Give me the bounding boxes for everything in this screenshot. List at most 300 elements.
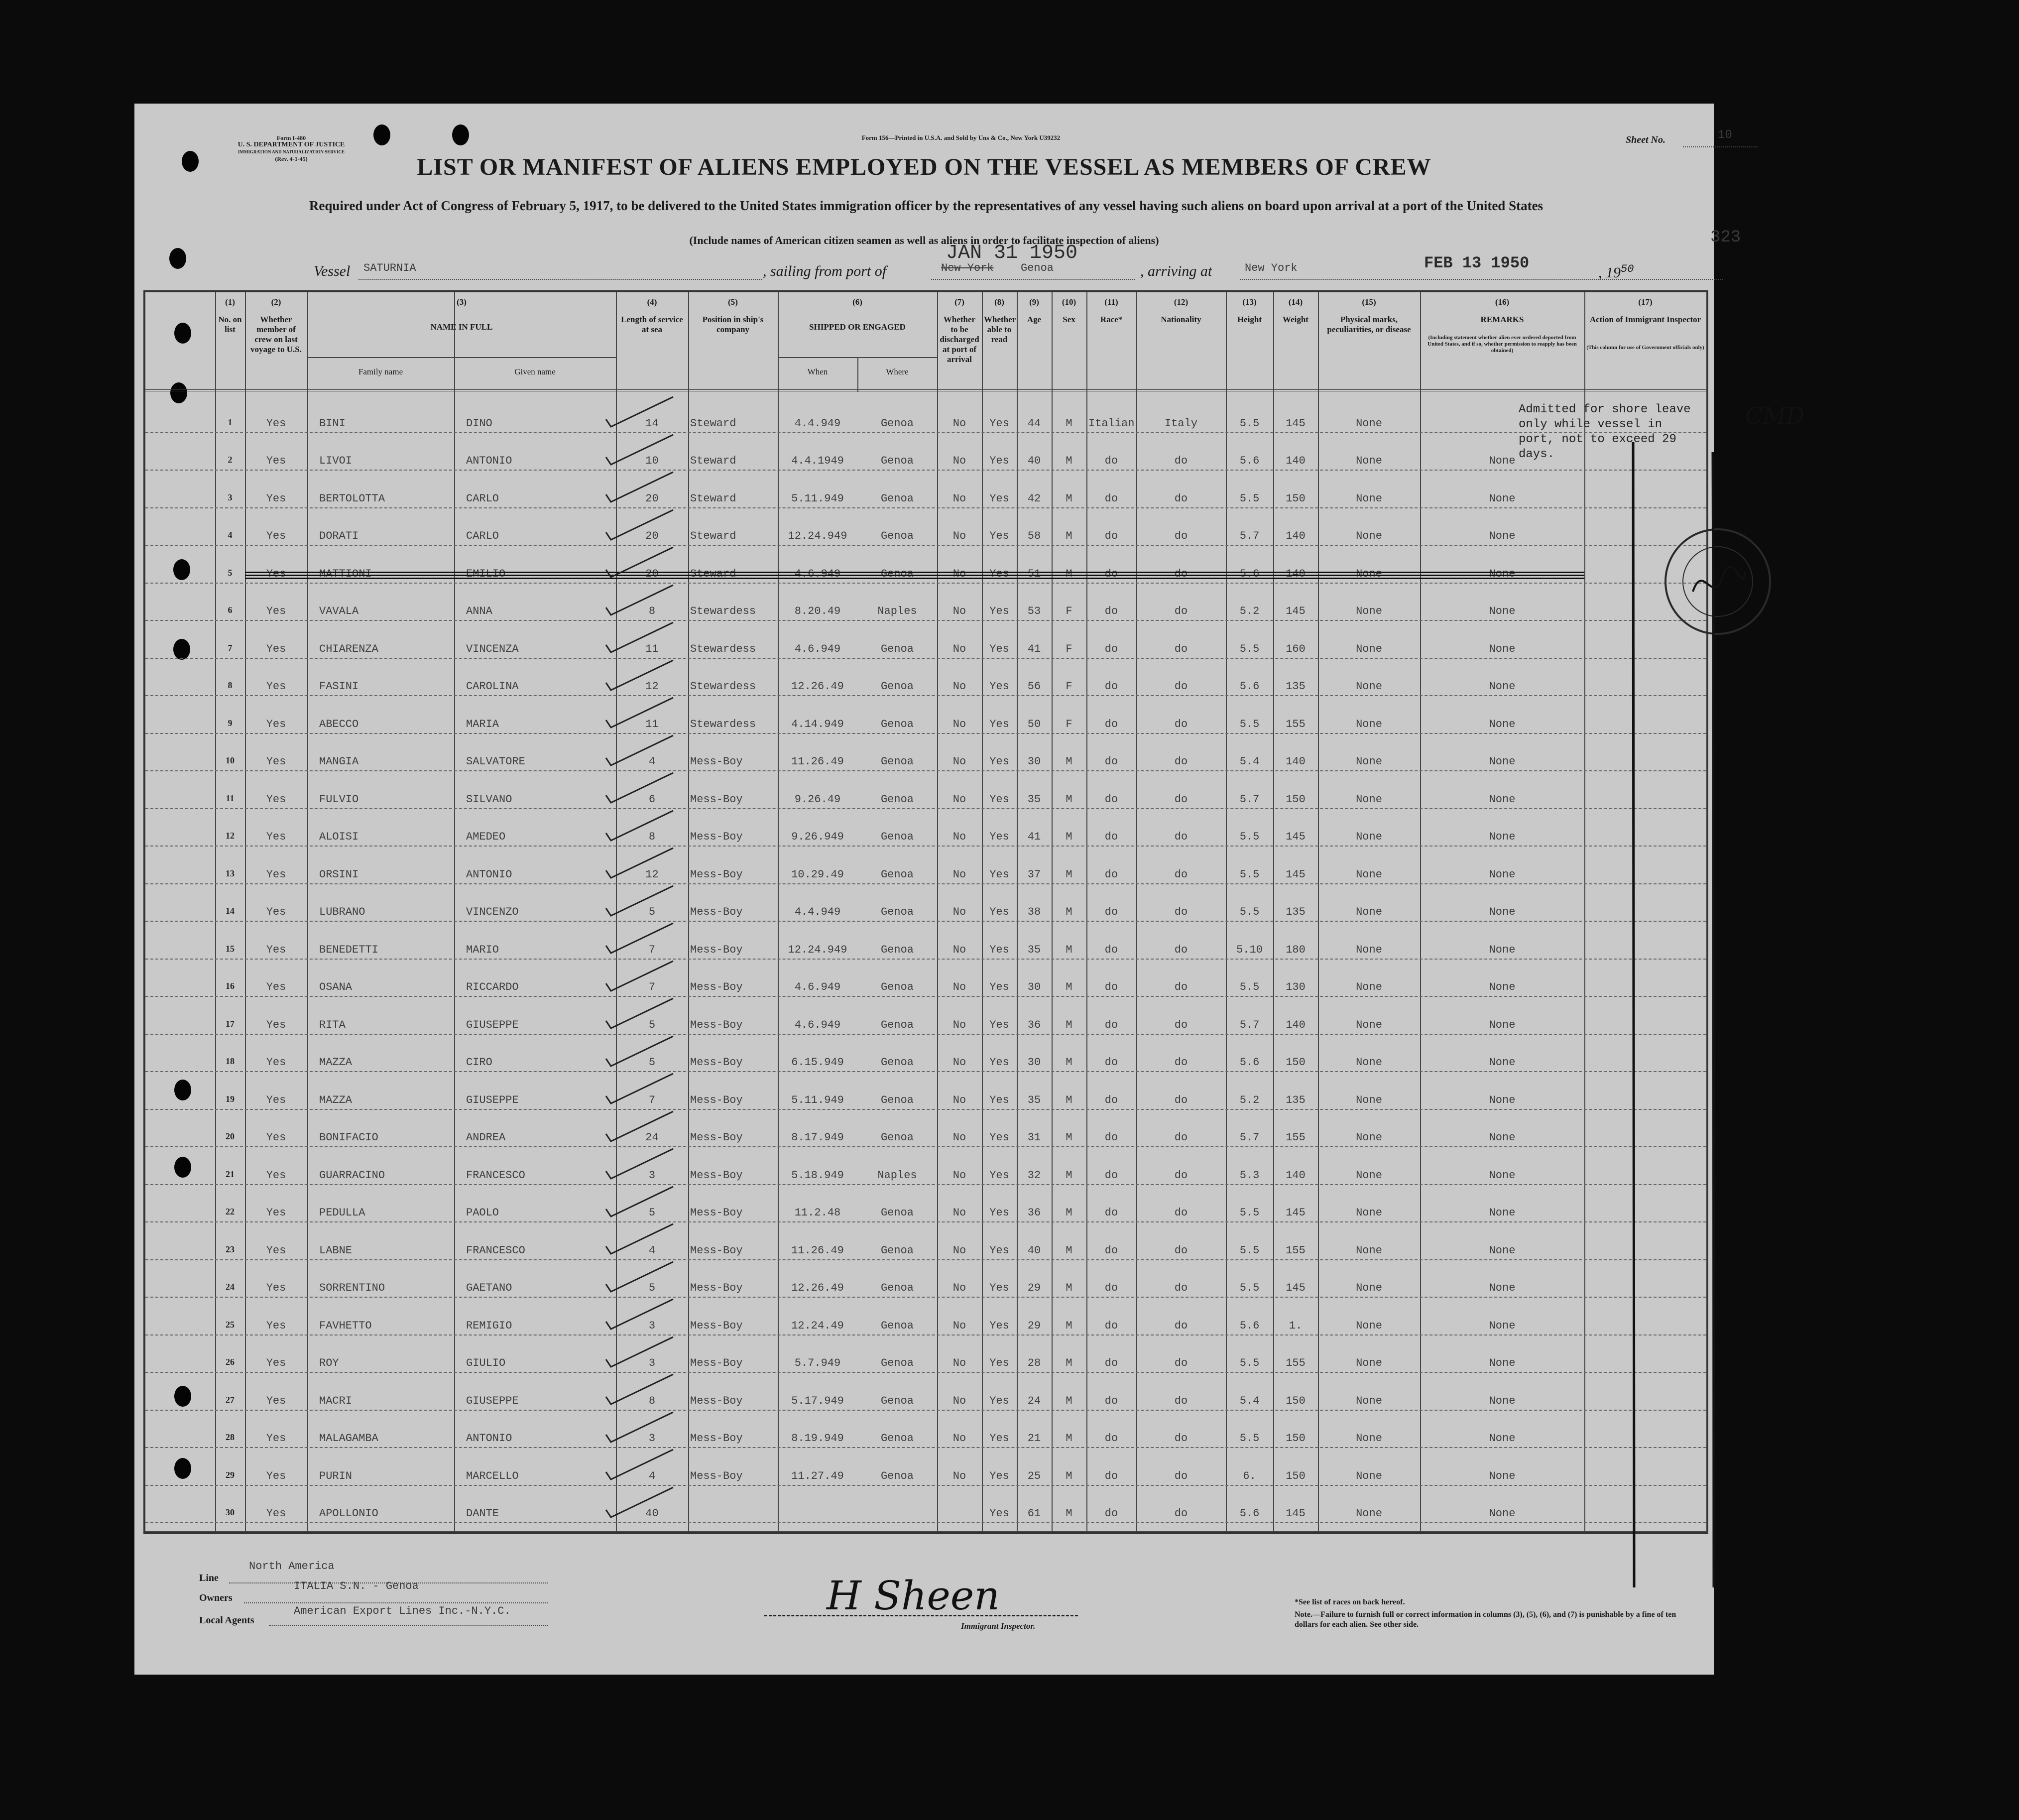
cell-position: Steward xyxy=(690,417,736,430)
cell-prev: Yes xyxy=(266,1169,286,1182)
cell-n: 17 xyxy=(226,1018,235,1029)
cell-sex: M xyxy=(1066,417,1072,430)
cell-position: Steward xyxy=(690,567,736,580)
cell-n: 2 xyxy=(228,455,233,465)
cell-disch: No xyxy=(952,981,966,993)
cell-read: Yes xyxy=(989,1093,1009,1106)
check-mark-icon xyxy=(603,1219,678,1259)
cell-nat: do xyxy=(1174,1244,1188,1257)
cell-weight: 140 xyxy=(1286,530,1306,542)
agents-label: Local Agents xyxy=(199,1615,254,1626)
cell-family: SORRENTINO xyxy=(319,1282,385,1294)
cell-disch: No xyxy=(952,530,966,542)
cell-service: 3 xyxy=(648,1432,656,1445)
cell-position: Mess-Boy xyxy=(690,1469,743,1482)
check-mark-icon xyxy=(603,730,678,770)
cell-height: 5.5 xyxy=(1239,417,1260,430)
cell-weight: 145 xyxy=(1286,605,1306,617)
cell-position: Mess-Boy xyxy=(690,943,743,956)
cell-disch: No xyxy=(952,1207,966,1219)
column-header: Position in ship's company xyxy=(702,315,764,334)
race-note: *See list of races on back hereof. xyxy=(1295,1598,1405,1606)
cell-where: Genoa xyxy=(880,1244,914,1257)
cell-when: 11.27.49 xyxy=(791,1469,844,1482)
cell-remarks: None xyxy=(1489,793,1516,806)
cell-nat: do xyxy=(1174,1093,1188,1106)
column-header: REMARKS xyxy=(1480,315,1524,324)
cell-nat: do xyxy=(1174,492,1188,505)
cell-service: 5 xyxy=(648,1207,656,1219)
cell-when: 8.20.49 xyxy=(794,605,841,617)
cell-weight: 155 xyxy=(1286,1131,1306,1144)
cell-sex: F xyxy=(1066,718,1072,730)
cell-race: do xyxy=(1104,906,1118,918)
punch-hole xyxy=(169,248,186,269)
cell-nat: do xyxy=(1174,1394,1188,1407)
cell-service: 8 xyxy=(648,831,656,843)
cell-read: Yes xyxy=(989,1131,1009,1144)
cell-n: 25 xyxy=(226,1319,235,1330)
remarks-ditto-lines xyxy=(1628,442,1718,1602)
cell-when: 5.11.949 xyxy=(791,1093,844,1106)
cell-weight: 150 xyxy=(1286,1394,1306,1407)
footer-rule xyxy=(145,1531,1706,1532)
column-header: No. on list xyxy=(218,315,242,334)
check-mark-icon xyxy=(603,768,678,808)
sailing-date-stamp: JAN 31 1950 xyxy=(946,242,1078,264)
cell-prev: Yes xyxy=(266,1056,286,1069)
cell-marks: None xyxy=(1356,831,1382,843)
cell-read: Yes xyxy=(989,567,1009,580)
check-mark-icon xyxy=(603,1069,678,1108)
column-number: (11) xyxy=(1104,297,1118,307)
cell-marks: None xyxy=(1356,1282,1382,1294)
cell-height: 5.4 xyxy=(1239,1394,1260,1407)
cell-n: 19 xyxy=(226,1093,235,1104)
column-header: Sex xyxy=(1063,315,1075,324)
cell-n: 18 xyxy=(226,1056,235,1066)
cell-age: 51 xyxy=(1027,567,1041,580)
cell-prev: Yes xyxy=(266,605,286,617)
cell-weight: 135 xyxy=(1286,1093,1306,1106)
cell-service: 10 xyxy=(645,455,659,467)
column-subheader: Where xyxy=(886,367,909,376)
strike-line xyxy=(245,575,1584,576)
cell-when: 4.4.949 xyxy=(794,417,841,430)
check-mark-icon xyxy=(603,1407,678,1447)
cell-sex: M xyxy=(1066,1018,1072,1031)
cell-read: Yes xyxy=(989,1207,1009,1219)
cell-race: do xyxy=(1104,1469,1118,1482)
cell-nat: do xyxy=(1174,906,1188,918)
table-row xyxy=(145,1221,1706,1259)
cell-position: Steward xyxy=(690,530,736,542)
cell-read: Yes xyxy=(989,1357,1009,1369)
cell-race: do xyxy=(1104,1018,1118,1031)
cell-where: Genoa xyxy=(880,1207,914,1219)
cell-marks: None xyxy=(1356,943,1382,956)
vessel-name: SATURNIA xyxy=(363,262,416,274)
column-number: (4) xyxy=(647,297,657,307)
cell-given: GIULIO xyxy=(466,1357,506,1369)
cell-position: Mess-Boy xyxy=(690,831,743,843)
cell-when: 5.18.949 xyxy=(791,1169,844,1182)
cell-position: Steward xyxy=(690,455,736,467)
cell-service: 5 xyxy=(648,1018,656,1031)
cell-weight: 140 xyxy=(1286,755,1306,768)
cell-read: Yes xyxy=(989,1169,1009,1182)
cell-when: 9.26.49 xyxy=(794,793,841,806)
cell-weight: 145 xyxy=(1286,868,1306,881)
cell-when: 12.24.949 xyxy=(788,943,847,956)
cell-disch: No xyxy=(952,831,966,843)
cell-nat: do xyxy=(1174,680,1188,693)
cell-read: Yes xyxy=(989,455,1009,467)
arriving-at: New York xyxy=(1245,262,1298,274)
cell-weight: 145 xyxy=(1286,1282,1306,1294)
cell-age: 28 xyxy=(1027,1357,1041,1369)
cell-marks: None xyxy=(1356,906,1382,918)
cell-height: 5.6 xyxy=(1239,680,1260,693)
cell-marks: None xyxy=(1356,1018,1382,1031)
cell-service: 8 xyxy=(648,1394,656,1407)
cell-n: 20 xyxy=(226,1131,235,1141)
cell-remarks: None xyxy=(1489,1018,1516,1031)
cell-weight: 150 xyxy=(1286,492,1306,505)
cell-position: Mess-Boy xyxy=(690,1357,743,1369)
cell-weight: 180 xyxy=(1286,943,1306,956)
cell-sex: M xyxy=(1066,1469,1072,1482)
cell-marks: None xyxy=(1356,1169,1382,1182)
cell-remarks: None xyxy=(1489,567,1516,580)
cell-where: Genoa xyxy=(880,831,914,843)
column-number: (8) xyxy=(994,297,1004,307)
cell-where: Genoa xyxy=(880,417,914,430)
arriving-label: , arriving at xyxy=(1140,263,1212,279)
owners-value: ITALIA S.N. - Genoa xyxy=(294,1580,419,1592)
table-row xyxy=(145,1034,1706,1072)
cell-marks: None xyxy=(1356,605,1382,617)
cell-n: 26 xyxy=(226,1357,235,1367)
cell-service: 12 xyxy=(645,868,659,881)
cell-height: 5.7 xyxy=(1239,793,1260,806)
cell-disch: No xyxy=(952,1469,966,1482)
cell-remarks: None xyxy=(1489,1507,1516,1520)
cell-n: 7 xyxy=(228,642,233,653)
cell-family: LUBRANO xyxy=(319,906,365,918)
cell-marks: None xyxy=(1356,1432,1382,1445)
cell-disch: No xyxy=(952,417,966,430)
cell-remarks: None xyxy=(1489,455,1516,467)
sailing-label: , sailing from port of xyxy=(763,263,887,279)
cell-prev: Yes xyxy=(266,1469,286,1482)
agents-value: American Export Lines Inc.-N.Y.C. xyxy=(294,1605,511,1617)
column-number: (6) xyxy=(852,297,862,307)
check-mark-icon xyxy=(603,580,678,620)
cell-remarks: None xyxy=(1489,755,1516,768)
cell-where: Genoa xyxy=(880,1394,914,1407)
cell-race: do xyxy=(1104,943,1118,956)
inspector-signature: H Sheen xyxy=(827,1573,1000,1619)
check-mark-icon xyxy=(603,1144,678,1184)
cell-position: Mess-Boy xyxy=(690,906,743,918)
cell-when: 11.26.49 xyxy=(791,1244,844,1257)
cell-race: Italian xyxy=(1088,417,1135,430)
cell-when: 4.14.949 xyxy=(791,718,844,730)
sailing-from: Genoa xyxy=(1021,262,1054,274)
cell-service: 5 xyxy=(648,1056,656,1069)
sheet-no-line xyxy=(1683,146,1758,147)
cell-family: MATTIONI xyxy=(319,567,372,580)
cell-age: 37 xyxy=(1027,868,1041,881)
cell-family: ROY xyxy=(319,1357,339,1369)
cell-read: Yes xyxy=(989,605,1009,617)
cell-when: 8.19.949 xyxy=(791,1432,844,1445)
cell-position: Mess-Boy xyxy=(690,1282,743,1294)
cell-family: DORATI xyxy=(319,530,359,542)
cell-position: Mess-Boy xyxy=(690,1207,743,1219)
cell-prev: Yes xyxy=(266,455,286,467)
cell-where: Genoa xyxy=(880,530,914,542)
cell-read: Yes xyxy=(989,981,1009,993)
cell-where: Genoa xyxy=(880,868,914,881)
cell-age: 35 xyxy=(1027,793,1041,806)
agents-dots xyxy=(269,1625,548,1626)
arrival-stamp: FEB 13 1950 xyxy=(1424,254,1530,272)
cell-read: Yes xyxy=(989,1282,1009,1294)
cell-marks: None xyxy=(1356,455,1382,467)
cell-service: 12 xyxy=(645,680,659,693)
cell-n: 8 xyxy=(228,680,233,690)
cell-service: 8 xyxy=(648,605,656,617)
column-number: (13) xyxy=(1242,297,1257,307)
cell-n: 16 xyxy=(226,981,235,991)
cell-nat: do xyxy=(1174,530,1188,542)
cell-family: VAVALA xyxy=(319,605,359,617)
vessel-line xyxy=(358,279,762,280)
cell-given: DANTE xyxy=(466,1507,499,1520)
cell-given: FRANCESCO xyxy=(466,1244,525,1257)
check-mark-icon xyxy=(603,806,678,846)
cell-where: Genoa xyxy=(880,1093,914,1106)
cell-n: 23 xyxy=(226,1244,235,1254)
column-header: NAME IN FULL xyxy=(430,322,493,332)
cell-n: 27 xyxy=(226,1394,235,1405)
check-mark-icon xyxy=(603,993,678,1033)
cell-marks: None xyxy=(1356,718,1382,730)
cell-where: Genoa xyxy=(880,1319,914,1332)
cell-service: 20 xyxy=(645,492,659,505)
cell-when: 4.4.949 xyxy=(794,906,841,918)
year-label: , $19^{50}$ xyxy=(1598,263,1634,281)
column-subheader: When xyxy=(807,367,828,376)
cell-weight: 150 xyxy=(1286,1432,1306,1445)
cell-prev: Yes xyxy=(266,530,286,542)
inspector-caption: Immigrant Inspector. xyxy=(961,1621,1036,1631)
cell-given: ANTONIO xyxy=(466,868,512,881)
cell-weight: 150 xyxy=(1286,793,1306,806)
cell-remarks: None xyxy=(1489,1056,1516,1069)
column-header: Length of service at sea xyxy=(621,315,683,334)
cell-nat: do xyxy=(1174,1207,1188,1219)
cell-sex: M xyxy=(1066,1507,1072,1520)
cell-weight: 155 xyxy=(1286,1357,1306,1369)
cell-n: 29 xyxy=(226,1469,235,1480)
cell-given: RICCARDO xyxy=(466,981,519,993)
cell-family: BERTOLOTTA xyxy=(319,492,385,505)
column-header: SHIPPED OR ENGAGED xyxy=(809,322,906,332)
cell-service: 4 xyxy=(648,1469,656,1482)
cell-race: do xyxy=(1104,1093,1118,1106)
cell-nat: do xyxy=(1174,1282,1188,1294)
cell-marks: None xyxy=(1356,1469,1382,1482)
column-number: (7) xyxy=(954,297,964,307)
cell-sex: M xyxy=(1066,868,1072,881)
column-header: Nationality xyxy=(1161,315,1201,324)
cell-race: do xyxy=(1104,605,1118,617)
cell-given: DINO xyxy=(466,417,492,430)
cell-prev: Yes xyxy=(266,793,286,806)
cell-n: 6 xyxy=(228,605,233,615)
cell-sex: M xyxy=(1066,831,1072,843)
cell-read: Yes xyxy=(989,793,1009,806)
cell-race: do xyxy=(1104,1357,1118,1369)
cell-remarks: None xyxy=(1489,1207,1516,1219)
cell-nat: do xyxy=(1174,1169,1188,1182)
table-row xyxy=(145,1485,1706,1523)
column-header: Whether able to read xyxy=(984,315,1016,344)
owners-label: Owners xyxy=(199,1592,233,1603)
cell-prev: Yes xyxy=(266,642,286,655)
cell-position: Mess-Boy xyxy=(690,1244,743,1257)
cell-disch: No xyxy=(952,1056,966,1069)
cell-when: 4.6.949 xyxy=(794,981,841,993)
cell-sex: M xyxy=(1066,1056,1072,1069)
check-mark-icon xyxy=(603,430,678,470)
cell-height: 5.5 xyxy=(1239,1282,1260,1294)
cell-n: 1 xyxy=(228,417,233,427)
cell-marks: None xyxy=(1356,1056,1382,1069)
column-subheader: Given name xyxy=(514,367,556,376)
cell-position: Mess-Boy xyxy=(690,1319,743,1332)
service: IMMIGRATION AND NATURALIZATION SERVICE xyxy=(238,149,345,154)
cell-disch: No xyxy=(952,1394,966,1407)
cell-given: ANTONIO xyxy=(466,1432,512,1445)
cell-given: CARLO xyxy=(466,530,499,542)
table-row xyxy=(145,1447,1706,1485)
cell-race: do xyxy=(1104,718,1118,730)
cell-when: 11.2.48 xyxy=(794,1207,841,1219)
cell-sex: M xyxy=(1066,1282,1072,1294)
cell-position: Mess-Boy xyxy=(690,868,743,881)
cell-weight: 140 xyxy=(1286,567,1306,580)
cell-when: 12.26.49 xyxy=(791,1282,844,1294)
cell-prev: Yes xyxy=(266,718,286,730)
cell-age: 29 xyxy=(1027,1319,1041,1332)
cell-family: GUARRACINO xyxy=(319,1169,385,1182)
page-number: 323 xyxy=(1710,228,1741,247)
cell-nat: do xyxy=(1174,793,1188,806)
table-row xyxy=(145,1259,1706,1297)
cell-race: do xyxy=(1104,1056,1118,1069)
cell-given: REMIGIO xyxy=(466,1319,512,1332)
cell-race: do xyxy=(1104,1207,1118,1219)
cell-prev: Yes xyxy=(266,1018,286,1031)
check-mark-icon xyxy=(603,467,678,507)
cell-nat: do xyxy=(1174,718,1188,730)
cell-marks: None xyxy=(1356,567,1382,580)
cell-n: 22 xyxy=(226,1207,235,1216)
cell-sex: M xyxy=(1066,906,1072,918)
cell-sex: M xyxy=(1066,943,1072,956)
cell-given: ANTONIO xyxy=(466,455,512,467)
column-number: (9) xyxy=(1029,297,1039,307)
cell-prev: Yes xyxy=(266,1093,286,1106)
cell-nat: do xyxy=(1174,868,1188,881)
cell-prev: Yes xyxy=(266,1131,286,1144)
cell-position: Mess-Boy xyxy=(690,1056,743,1069)
cell-service: 11 xyxy=(645,642,659,655)
cell-disch: No xyxy=(952,1018,966,1031)
check-mark-icon xyxy=(603,918,678,958)
check-mark-icon xyxy=(603,1482,678,1522)
cell-remarks: None xyxy=(1489,492,1516,505)
cell-given: PAOLO xyxy=(466,1207,499,1219)
cell-read: Yes xyxy=(989,492,1009,505)
cell-height: 5.7 xyxy=(1239,1018,1260,1031)
cell-nat: do xyxy=(1174,1056,1188,1069)
cell-read: Yes xyxy=(989,642,1009,655)
table-row xyxy=(145,1109,1706,1147)
cell-when: 12.24.49 xyxy=(791,1319,844,1332)
cell-disch: No xyxy=(952,1319,966,1332)
table-row xyxy=(145,545,1706,583)
cell-nat: do xyxy=(1174,605,1188,617)
cell-marks: None xyxy=(1356,1394,1382,1407)
cell-where: Genoa xyxy=(880,1432,914,1445)
revision: (Rev. 4-1-45) xyxy=(275,155,308,162)
cell-when: 8.17.949 xyxy=(791,1131,844,1144)
cell-family: ABECCO xyxy=(319,718,359,730)
cell-remarks: None xyxy=(1489,868,1516,881)
cell-n: 3 xyxy=(228,492,233,502)
check-mark-icon xyxy=(603,1294,678,1334)
cell-marks: None xyxy=(1356,868,1382,881)
cell-remarks: None xyxy=(1489,1394,1516,1407)
cell-given: MARIA xyxy=(466,718,499,730)
cell-disch: No xyxy=(952,642,966,655)
cell-family: MALAGAMBA xyxy=(319,1432,378,1445)
cell-position: Mess-Boy xyxy=(690,1093,743,1106)
cell-given: FRANCESCO xyxy=(466,1169,525,1182)
cell-weight: 140 xyxy=(1286,1018,1306,1031)
cell-height: 5.5 xyxy=(1239,492,1260,505)
cell-disch: No xyxy=(952,492,966,505)
cell-prev: Yes xyxy=(266,1507,286,1520)
cell-when: 6.15.949 xyxy=(791,1056,844,1069)
line-label: Line xyxy=(199,1573,219,1583)
table-row xyxy=(145,1184,1706,1222)
cell-service: 3 xyxy=(648,1319,656,1332)
table-row xyxy=(145,1071,1706,1109)
cell-when: 4.4.1949 xyxy=(791,455,844,467)
cell-where: Genoa xyxy=(880,793,914,806)
cell-weight: 135 xyxy=(1286,906,1306,918)
header-bottom-rule xyxy=(145,389,1706,391)
cell-age: 44 xyxy=(1027,417,1041,430)
column-number: (2) xyxy=(271,297,281,307)
cell-disch: No xyxy=(952,906,966,918)
